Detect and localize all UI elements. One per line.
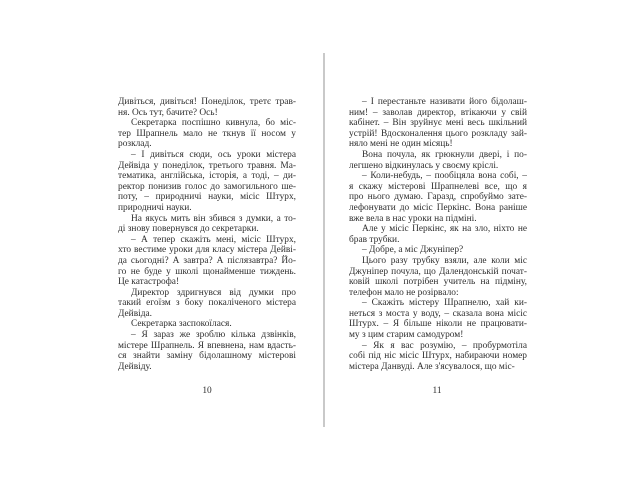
page-number-right: 11 [432, 386, 442, 396]
text-line: Цього разу трубку взяли, але коли міс [362, 255, 527, 266]
text-line: тематика, англійська, історія, а тоді, – ди- [118, 171, 296, 182]
text-line: неться з моста у воду, – сказала вона місіс [349, 308, 527, 319]
text-line: Дейвіду. [118, 361, 152, 372]
text-line: ним! – заволав директор, втікаючи у свій [349, 107, 527, 118]
text-line: я скажу містерові Шрапнелеві все, що я [349, 181, 527, 192]
text-line: про нього думаю. Гаразд, спробуймо зате- [349, 192, 527, 203]
text-line: поту, – природничі науки, місіс Штурх, [118, 192, 296, 203]
paragraph [118, 235, 296, 288]
text-line: Секретарка поспішно кивнула, бо міс- [131, 118, 296, 129]
text-line: – І перестаньте називати його бідолаш- [362, 97, 527, 107]
text-line: природничі науки. [118, 202, 192, 213]
text-line: Дивіться, дивіться! Понеділок, третє трав- [118, 97, 296, 107]
text-line: – А тепер скажіть мені, місіс Штурх, [131, 234, 296, 245]
paragraph [118, 150, 296, 214]
paragraph [118, 319, 296, 330]
paragraph [349, 341, 527, 373]
paragraph [118, 214, 296, 235]
text-line: легшено відкинулась у своєму кріслі. [349, 160, 499, 171]
text-line: – І дивіться сюди, ось уроки містера [131, 149, 296, 160]
page-left-text [118, 97, 296, 372]
text-line: хто вестиме уроки для класу містера Дейві- [118, 245, 296, 256]
paragraph [349, 150, 527, 171]
text-line: ді знову повернувся до секретарки. [118, 224, 259, 235]
text-line: вже вела в нас уроки на підміні. [349, 213, 477, 224]
text-line: Дейвіда у понеділок, третього травня. Ма- [118, 160, 296, 171]
paragraph [118, 288, 296, 320]
text-line: собі під ніс місіс Штурх, набираючи номер [349, 351, 527, 362]
paragraph [118, 97, 296, 118]
text-line: – Скажіть містеру Шрапнелю, хай ки- [362, 298, 527, 309]
text-line: ся знайти заміну бідолашному містерові [118, 351, 296, 362]
text-line: ректор понизив голос до замогильного ше- [118, 181, 296, 192]
text-line: Директор здригнувся від думки про [131, 287, 296, 298]
page-number-left: 10 [202, 386, 212, 396]
text-line: – Коли-небудь, – пообіцяла вона собі, – [362, 171, 527, 182]
text-line: Джуніпер почула, що Далендонській почат- [349, 266, 527, 277]
text-line: ня. Ось тут, бачите? Ось! [118, 107, 218, 118]
paragraph [349, 256, 527, 298]
text-line: му з цим старим самодуром! [349, 330, 464, 341]
paragraph [118, 118, 296, 150]
text-line: – Добре, а міс Джуніпер? [362, 245, 464, 256]
text-line: – Як я вас розумію, – пробурмотіла [362, 340, 527, 351]
text-line: Секретарка заспокоїлася. [131, 319, 232, 330]
text-line: На якусь мить він збився з думки, а то- [131, 213, 296, 224]
text-line: Дейвіда. [118, 308, 152, 319]
text-line: тер Шрапнель мало не ткнув її носом у [118, 128, 296, 139]
text-line: містера Данвуді. Але з'ясувалося, що міс- [349, 361, 515, 372]
paragraph [349, 245, 527, 256]
text-line: – Я зараз же зроблю кілька дзвінків, [131, 330, 296, 341]
text-line: Вона почула, як грюкнули двері, і по- [362, 149, 527, 160]
text-line: такий егоїзм з боку покаліченого містера [118, 298, 296, 309]
text-line: містере Шрапнель. Я впевнена, нам вдасть- [118, 340, 296, 351]
text-line: брав трубки. [349, 234, 400, 245]
text-line: Це катастрофа! [118, 277, 180, 288]
text-line: устрій! Вдосконалення цього розкладу зай- [349, 128, 527, 139]
page-right-text [349, 97, 527, 372]
paragraph [118, 330, 296, 372]
book-spine [323, 53, 325, 427]
text-line: ковій школі потрібен учитель на підміну, [349, 277, 527, 288]
text-line: го не буде у школі щонайменше тиждень. [118, 266, 296, 277]
text-line: телефон мало не розірвало: [349, 287, 459, 298]
text-line: Штурх. – Я більше ніколи не працювати- [349, 319, 527, 330]
text-line: Але у місіс Перкінс, як на зло, ніхто не [362, 224, 527, 235]
text-line: розклад. [118, 139, 152, 150]
paragraph [349, 171, 527, 224]
text-line: няло мені не один місяць! [349, 139, 453, 150]
text-line: да сьогодні? А завтра? А післязавтра? Йо- [118, 255, 296, 266]
paragraph [349, 224, 527, 245]
paragraph [349, 298, 527, 340]
paragraph [349, 97, 527, 150]
text-line: лефонувати до місіс Перкінс. Вона раніше [349, 202, 527, 213]
text-line: кабінет. – Він зруйнує мені весь шкільний [349, 118, 527, 129]
